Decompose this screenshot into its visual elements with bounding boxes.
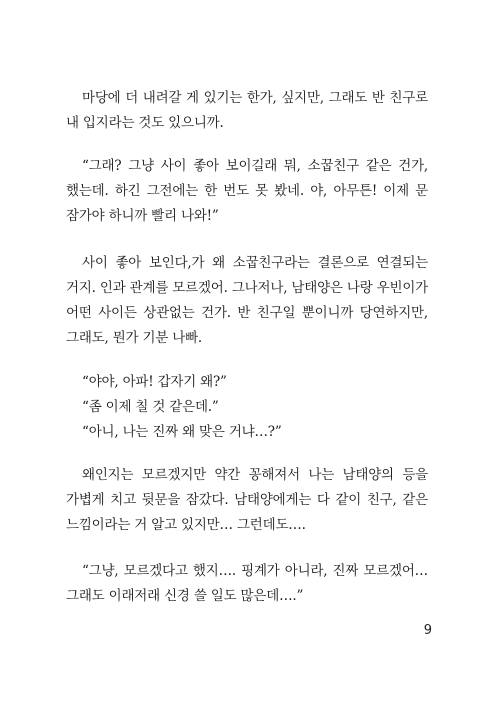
paragraph-3 [66, 251, 428, 351]
text-line: “아니, 나는 진짜 왜 맞은 거냐…?” [82, 424, 282, 440]
text-line: 가볍게 치고 뒷문을 잠갔다. 남태양에게는 다 같이 친구, 같은 [66, 492, 428, 508]
text-line: 마당에 더 내려갈 게 있기는 한가, 싶지만, 그래도 반 친구로 [82, 90, 428, 106]
text-line: 어떤 사이든 상관없는 건가. 반 친구일 뿐이니까 당연하지만, [66, 305, 428, 321]
paragraph-1 [66, 86, 428, 136]
page-number: 9 [423, 623, 432, 638]
text-line: “그래? 그냥 사이 좋아 보이길래 뭐, 소꿉친구 같은 건가, [82, 158, 428, 174]
paragraph-4 [66, 370, 428, 445]
text-line: “야야, 아파! 갑자기 왜?” [82, 374, 227, 390]
text-line: 거지. 인과 관계를 모르겠어. 그나저나, 남태양은 나랑 우빈이가 [66, 280, 428, 296]
text-line: “좀 이제 칠 것 같은데.” [82, 399, 219, 415]
paragraph-2 [66, 154, 428, 229]
text-line: 느낌이라는 거 알고 있지만… 그런데도…. [66, 517, 306, 533]
text-line: 왜인지는 모르겠지만 약간 꽁해져서 나는 남태양의 등을 [82, 467, 428, 483]
text-line: 그래도 이래저래 신경 쓸 일도 많은데….” [66, 588, 304, 604]
paragraph-5 [66, 463, 428, 538]
text-line: 했는데. 하긴 그전에는 한 번도 못 봤네. 야, 아무튼! 이제 문 [66, 183, 428, 199]
text-line: 잠가야 하니까 빨리 나와!” [66, 208, 219, 224]
paragraph-6 [66, 559, 428, 609]
text-line: “그냥, 모르겠다고 했지…. 핑계가 아니라, 진짜 모르겠어… [82, 563, 428, 579]
text-line: 사이 좋아 보인다,가 왜 소꿉친구라는 결론으로 연결되는 [82, 255, 428, 271]
text-line: 그래도, 뭔가 기분 나빠. [66, 330, 203, 346]
text-line: 내 입지라는 것도 있으니까. [66, 115, 224, 131]
